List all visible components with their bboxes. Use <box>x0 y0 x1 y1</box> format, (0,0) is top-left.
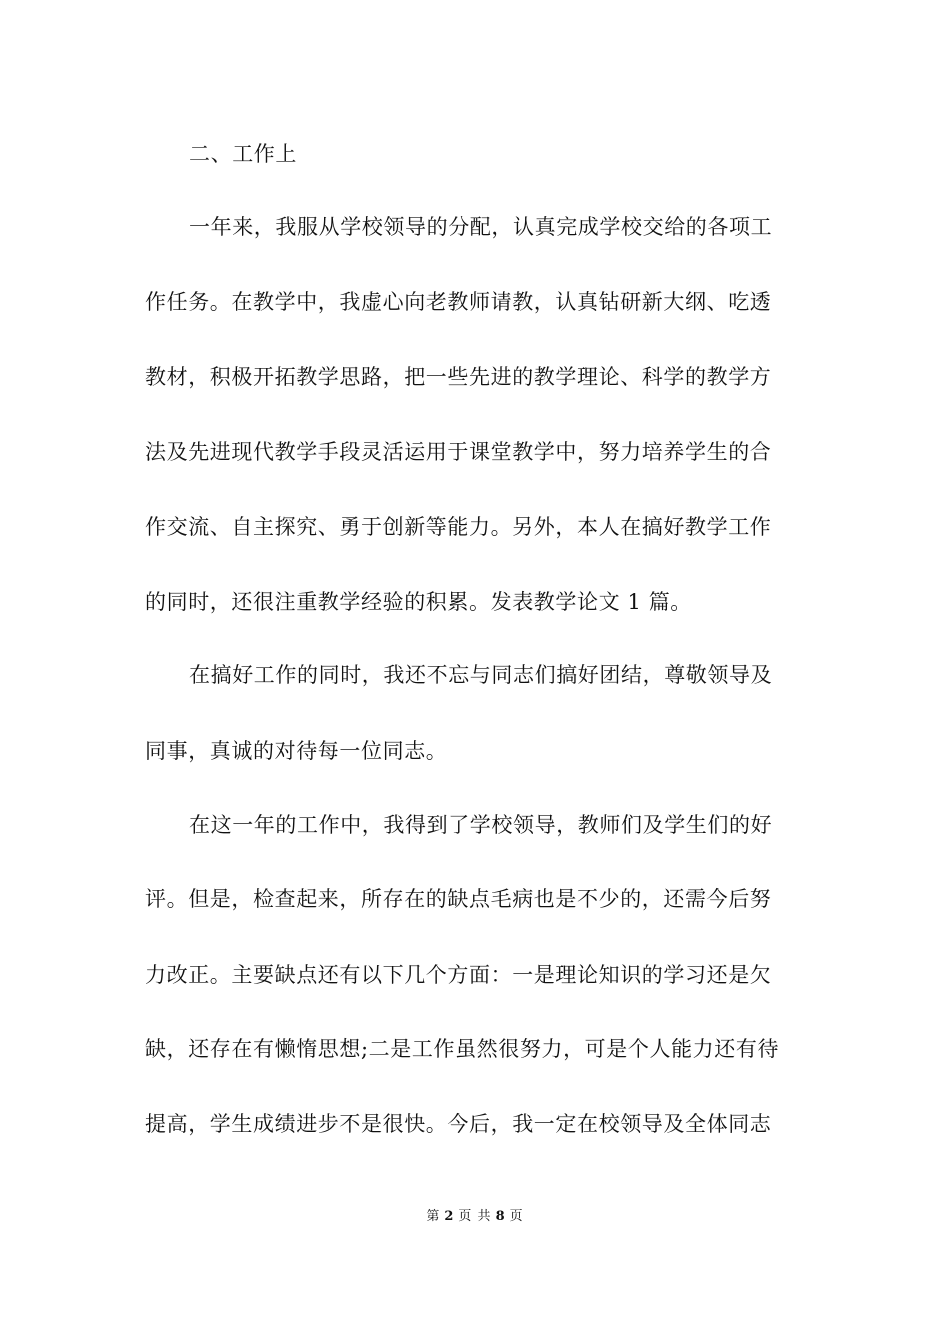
paragraph-line: 同事，真诚的对待每一位同志。 <box>145 739 448 763</box>
paragraph-line: 法及先进现代教学手段灵活运用于课堂教学中，努力培养学生的合 <box>145 440 772 464</box>
footer-middle: 页 共 <box>458 1209 492 1224</box>
paragraph-line: 一年来，我服从学校领导的分配，认真完成学校交给的各项工 <box>189 215 773 239</box>
paragraph-line: 的同时，还很注重教学经验的积累。发表教学论文 1 篇。 <box>145 590 692 614</box>
paragraph-line: 评。但是，检查起来，所存在的缺点毛病也是不少的，还需今后努 <box>145 887 772 911</box>
paragraph-line: 作交流、自主探究、勇于创新等能力。另外，本人在搞好教学工作 <box>145 515 772 539</box>
paragraph-line: 作任务。在教学中，我虚心向老教师请教，认真钻研新大纲、吃透 <box>145 290 772 314</box>
page-footer <box>0 1208 950 1226</box>
total-pages-number: 8 <box>495 1209 506 1224</box>
footer-suffix: 页 <box>509 1209 524 1224</box>
current-page-number: 2 <box>444 1209 455 1224</box>
paragraph-line: 提高，学生成绩进步不是很快。今后，我一定在校领导及全体同志 <box>145 1112 772 1136</box>
paragraph-line: 在搞好工作的同时，我还不忘与同志们搞好团结，尊敬领导及 <box>189 663 773 687</box>
section-heading: 二、工作上 <box>189 142 297 166</box>
paragraph-line: 缺，还存在有懒惰思想;二是工作虽然很努力，可是个人能力还有待 <box>145 1037 780 1061</box>
paragraph-line: 教材，积极开拓教学思路，把一些先进的教学理论、科学的教学方 <box>145 365 772 389</box>
paragraph-line: 在这一年的工作中，我得到了学校领导，教师们及学生们的好 <box>189 813 773 837</box>
footer-prefix: 第 <box>426 1209 441 1224</box>
paragraph-line: 力改正。主要缺点还有以下几个方面：一是理论知识的学习还是欠 <box>145 963 772 987</box>
